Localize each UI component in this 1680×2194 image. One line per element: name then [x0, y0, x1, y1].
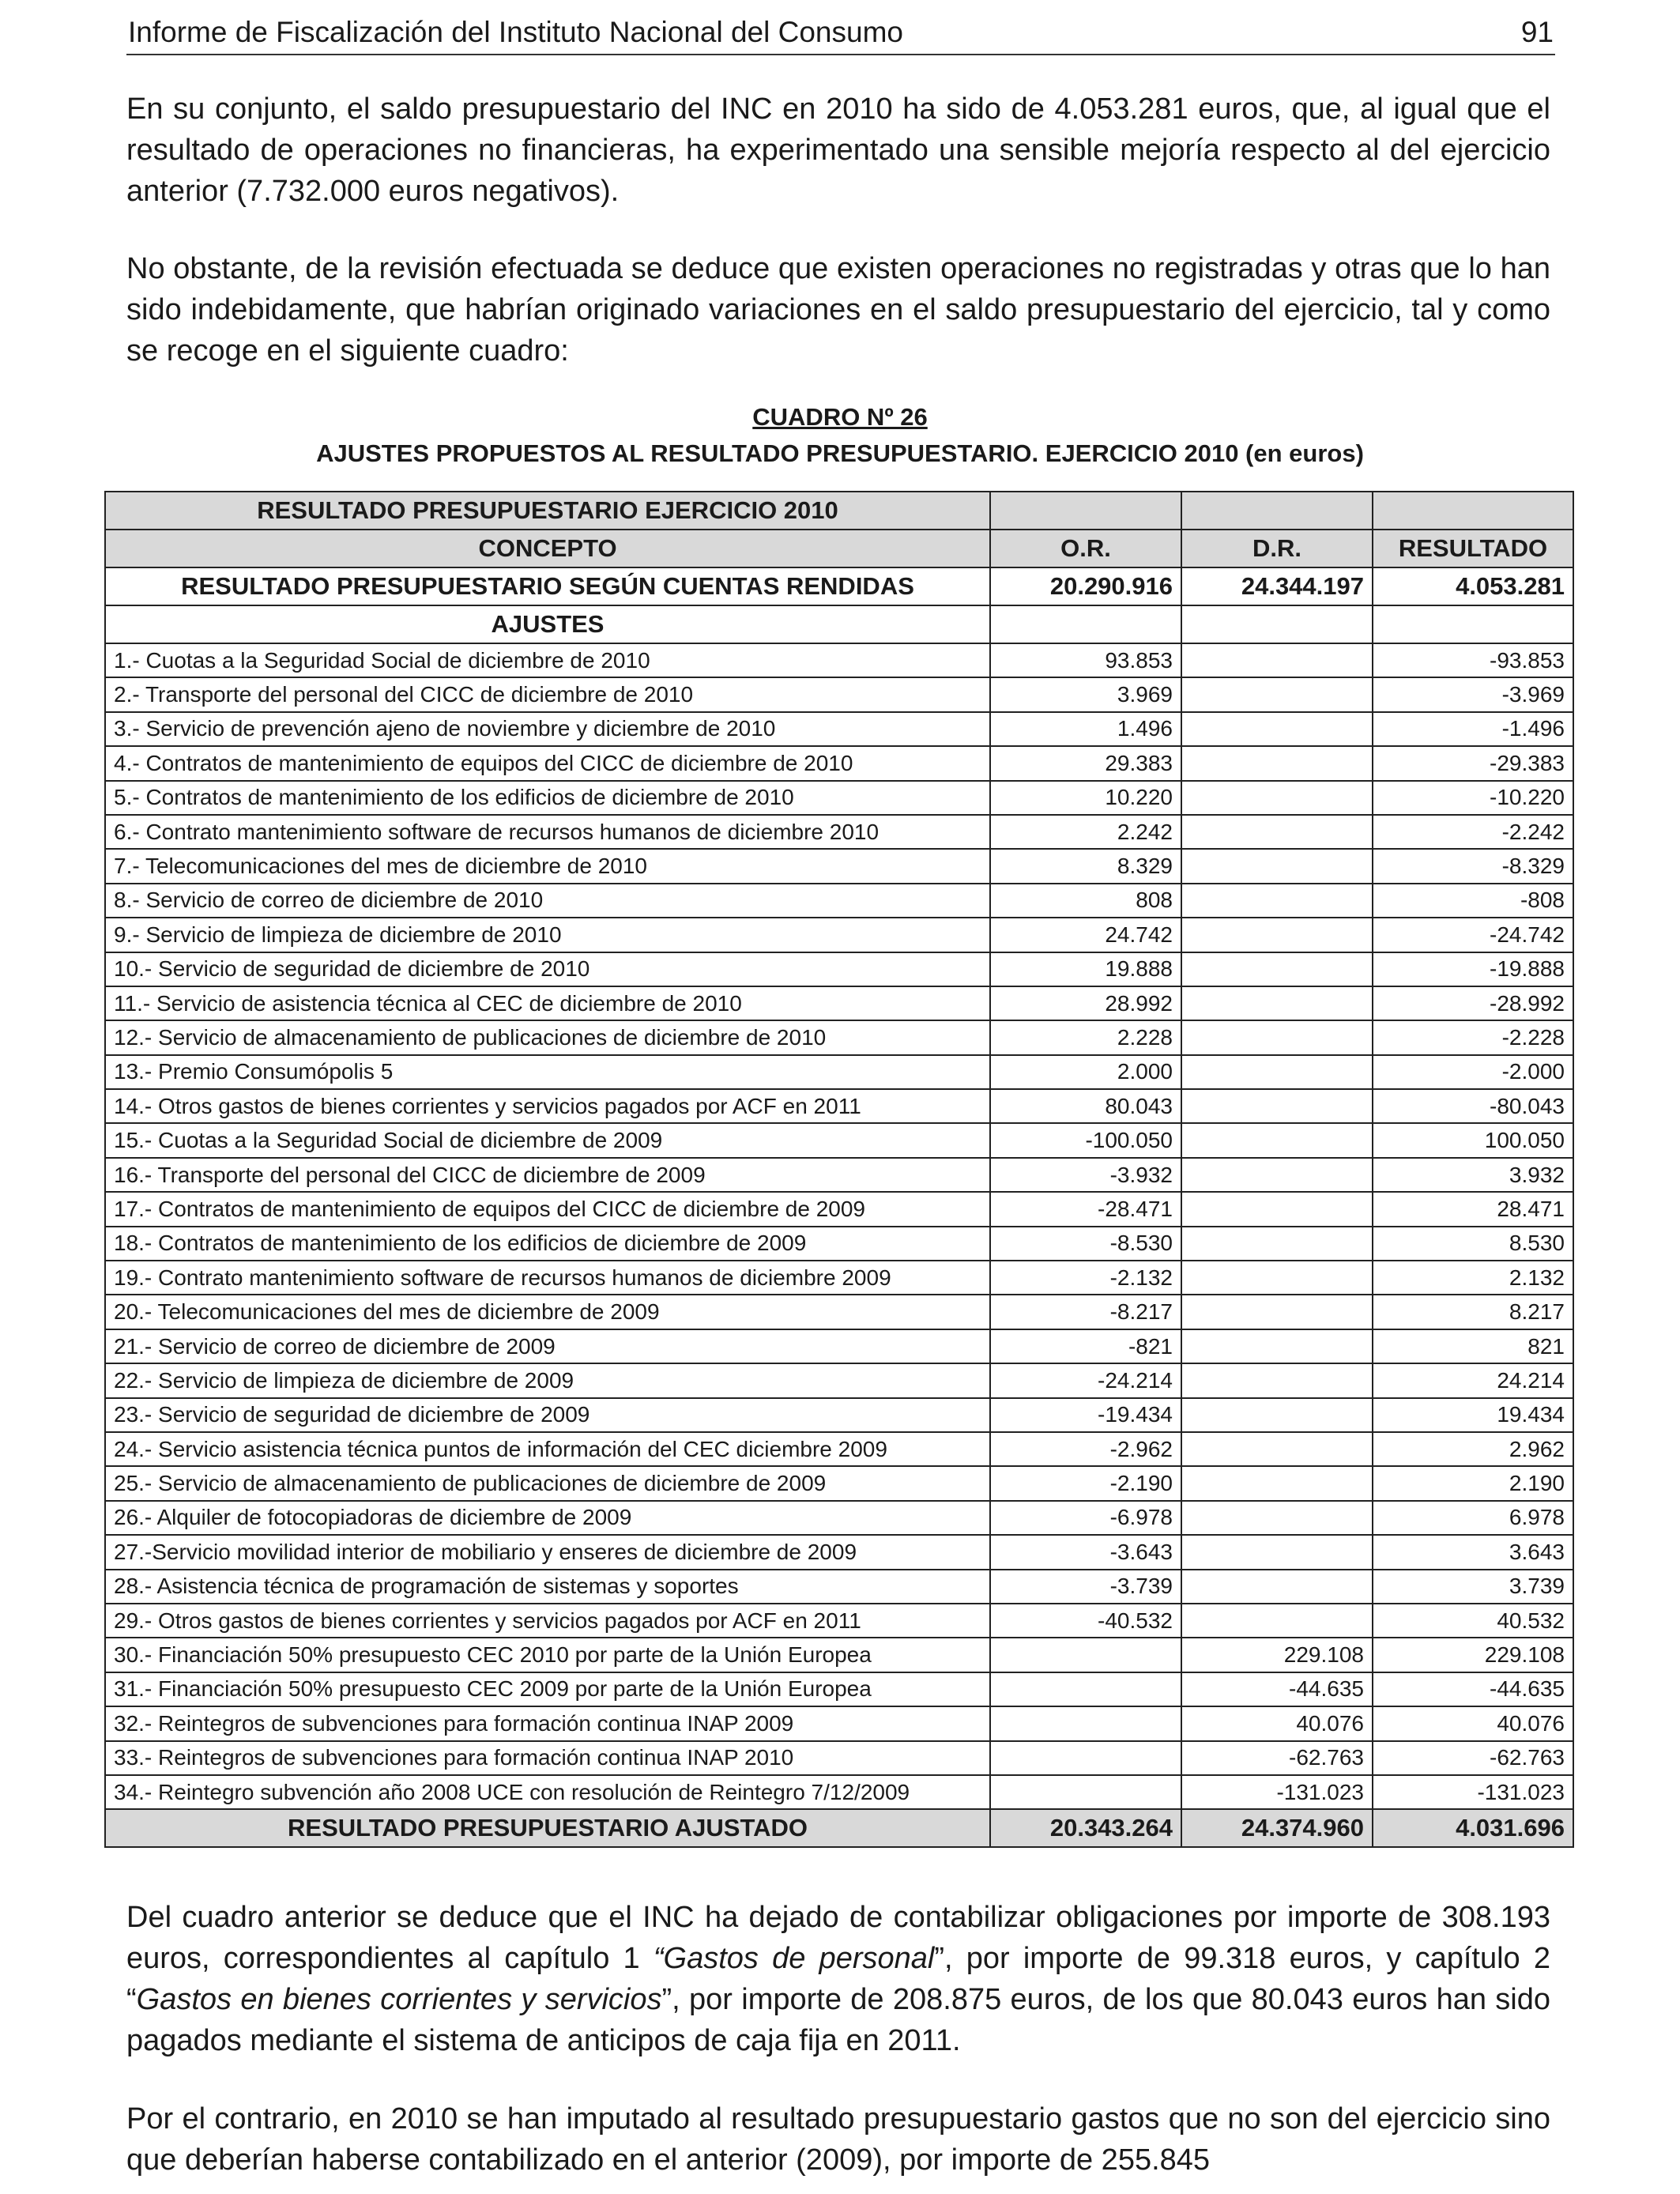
table-title: AJUSTES PROPUESTOS AL RESULTADO PRESUPUESTARIO. EJERCICIO 2010 (en euros) — [316, 439, 1364, 467]
table-row — [105, 1123, 1573, 1157]
concept-cell: 1.- Cuotas a la Seguridad Social de diciembre de 2010 — [105, 643, 990, 677]
table-row — [105, 986, 1573, 1020]
concept-cell: 16.- Transporte del personal del CICC de diciembre de 2009 — [105, 1158, 990, 1192]
rendered-label: RESULTADO PRESUPUESTARIO SEGÚN CUENTAS RENDIDAS — [105, 567, 990, 605]
or-cell — [990, 1706, 1181, 1740]
or-cell — [990, 1775, 1181, 1809]
dr-cell: -62.763 — [1181, 1741, 1373, 1775]
dr-cell — [1181, 1261, 1373, 1295]
rendered-dr: 24.344.197 — [1181, 567, 1373, 605]
result-cell: -131.023 — [1373, 1775, 1573, 1809]
or-cell: 24.742 — [990, 918, 1181, 952]
result-cell: -24.742 — [1373, 918, 1573, 952]
concept-cell: 8.- Servicio de correo de diciembre de 2010 — [105, 884, 990, 918]
concept-cell: 14.- Otros gastos de bienes corrientes y servicios pagados por ACF en 2011 — [105, 1089, 990, 1123]
dr-cell: -131.023 — [1181, 1775, 1373, 1809]
result-cell: 2.962 — [1373, 1432, 1573, 1466]
or-cell: 80.043 — [990, 1089, 1181, 1123]
table-row — [105, 918, 1573, 952]
result-cell: -62.763 — [1373, 1741, 1573, 1775]
dr-cell — [1181, 849, 1373, 883]
result-cell: -3.969 — [1373, 677, 1573, 711]
table-row — [105, 1227, 1573, 1261]
concept-cell: 2.- Transporte del personal del CICC de diciembre de 2010 — [105, 677, 990, 711]
concept-cell: 32.- Reintegros de subvenciones para formación continua INAP 2009 — [105, 1706, 990, 1740]
table-row — [105, 1020, 1573, 1054]
or-cell: -40.532 — [990, 1604, 1181, 1638]
table-row — [105, 1672, 1573, 1706]
result-cell: 229.108 — [1373, 1638, 1573, 1672]
rendered-result-row — [105, 567, 1573, 605]
dr-cell: 229.108 — [1181, 1638, 1373, 1672]
concept-cell: 7.- Telecomunicaciones del mes de diciembre de 2010 — [105, 849, 990, 883]
or-cell: -100.050 — [990, 1123, 1181, 1157]
table-row — [105, 712, 1573, 746]
concept-cell: 15.- Cuotas a la Seguridad Social de diciembre de 2009 — [105, 1123, 990, 1157]
table-row — [105, 781, 1573, 815]
table-row — [105, 1055, 1573, 1089]
concept-cell: 23.- Servicio de seguridad de diciembre de 2009 — [105, 1398, 990, 1432]
or-cell — [990, 1672, 1181, 1706]
dr-cell — [1181, 712, 1373, 746]
concept-cell: 29.- Otros gastos de bienes corrientes y servicios pagados por ACF en 2011 — [105, 1604, 990, 1638]
concept-cell: 25.- Servicio de almacenamiento de publicaciones de diciembre de 2009 — [105, 1466, 990, 1500]
column-header-or: O.R. — [990, 530, 1181, 567]
total-dr: 24.374.960 — [1181, 1809, 1373, 1847]
paragraph-3: Del cuadro anterior se deduce que el INC ha dejado de contabilizar obligaciones por importe de 308.193 euros, correspondientes al capítulo 1 “Gastos de personal”, por importe de 99.318 euros, y capítulo 2 “Gastos en bienes corrientes y servicios”, por importe de 208.875 euros, de los que 80.043 euros han sido pagados mediante el sistema de anticipos de caja fija en 2011. — [126, 1901, 1551, 2057]
result-cell: 100.050 — [1373, 1123, 1573, 1157]
or-cell: -2.962 — [990, 1432, 1181, 1466]
concept-cell: 4.- Contratos de mantenimiento de equipos del CICC de diciembre de 2010 — [105, 746, 990, 780]
table-row — [105, 1192, 1573, 1226]
result-cell: 19.434 — [1373, 1398, 1573, 1432]
concept-cell: 9.- Servicio de limpieza de diciembre de 2010 — [105, 918, 990, 952]
result-cell: -29.383 — [1373, 746, 1573, 780]
result-cell: -93.853 — [1373, 643, 1573, 677]
result-cell: 24.214 — [1373, 1363, 1573, 1397]
table-row — [105, 815, 1573, 849]
table-row — [105, 849, 1573, 883]
table-row — [105, 884, 1573, 918]
or-cell: 2.242 — [990, 815, 1181, 849]
dr-cell — [1181, 1295, 1373, 1329]
result-cell: 40.076 — [1373, 1706, 1573, 1740]
table-row — [105, 643, 1573, 677]
rendered-or: 20.290.916 — [990, 567, 1181, 605]
concept-cell: 31.- Financiación 50% presupuesto CEC 2009 por parte de la Unión Europea — [105, 1672, 990, 1706]
concept-cell: 11.- Servicio de asistencia técnica al CEC de diciembre de 2010 — [105, 986, 990, 1020]
table-row — [105, 1158, 1573, 1192]
adjustments-heading-row — [105, 605, 1573, 643]
concept-cell: 20.- Telecomunicaciones del mes de diciembre de 2009 — [105, 1295, 990, 1329]
or-cell: -3.643 — [990, 1535, 1181, 1569]
concept-cell: 3.- Servicio de prevención ajeno de noviembre y diciembre de 2010 — [105, 712, 990, 746]
or-cell: 3.969 — [990, 677, 1181, 711]
dr-cell — [1181, 1158, 1373, 1192]
result-cell: -808 — [1373, 884, 1573, 918]
concept-cell: 26.- Alquiler de fotocopiadoras de diciembre de 2009 — [105, 1501, 990, 1535]
table-row — [105, 1363, 1573, 1397]
or-cell: 93.853 — [990, 643, 1181, 677]
dr-cell — [1181, 1123, 1373, 1157]
result-cell: 8.217 — [1373, 1295, 1573, 1329]
or-cell: -2.132 — [990, 1261, 1181, 1295]
table-row — [105, 1570, 1573, 1604]
dr-cell — [1181, 1398, 1373, 1432]
dr-cell — [1181, 952, 1373, 986]
column-header-resultado: RESULTADO — [1373, 530, 1573, 567]
table-row — [105, 1432, 1573, 1466]
result-cell: 821 — [1373, 1329, 1573, 1363]
table-row — [105, 1261, 1573, 1295]
result-cell: -44.635 — [1373, 1672, 1573, 1706]
column-header-concepto: CONCEPTO — [105, 530, 990, 567]
table-row — [105, 1604, 1573, 1638]
or-cell — [990, 1638, 1181, 1672]
dr-cell — [1181, 1570, 1373, 1604]
dr-cell — [1181, 1192, 1373, 1226]
table-row — [105, 1638, 1573, 1672]
result-cell: 3.932 — [1373, 1158, 1573, 1192]
table-row — [105, 952, 1573, 986]
total-label: RESULTADO PRESUPUESTARIO AJUSTADO — [105, 1809, 990, 1847]
or-cell: -2.190 — [990, 1466, 1181, 1500]
dr-cell — [1181, 1535, 1373, 1569]
table-row — [105, 746, 1573, 780]
table-row — [105, 1741, 1573, 1775]
or-cell: -28.471 — [990, 1192, 1181, 1226]
result-cell: 28.471 — [1373, 1192, 1573, 1226]
result-cell: -2.242 — [1373, 815, 1573, 849]
or-cell: -19.434 — [990, 1398, 1181, 1432]
page-number: 91 — [1520, 16, 1554, 48]
table-row — [105, 1501, 1573, 1535]
concept-cell: 10.- Servicio de seguridad de diciembre de 2010 — [105, 952, 990, 986]
table-row — [105, 1535, 1573, 1569]
concept-cell: 18.- Contratos de mantenimiento de los edificios de diciembre de 2009 — [105, 1227, 990, 1261]
adjustments-table — [104, 491, 1574, 1848]
table-row — [105, 1398, 1573, 1432]
or-cell: 28.992 — [990, 986, 1181, 1020]
table-row — [105, 1329, 1573, 1363]
dr-cell — [1181, 1466, 1373, 1500]
total-or: 20.343.264 — [990, 1809, 1181, 1847]
or-cell: 29.383 — [990, 746, 1181, 780]
result-cell: 3.739 — [1373, 1570, 1573, 1604]
dr-cell — [1181, 1329, 1373, 1363]
result-cell: 2.190 — [1373, 1466, 1573, 1500]
concept-cell: 30.- Financiación 50% presupuesto CEC 2010 por parte de la Unión Europea — [105, 1638, 990, 1672]
concept-cell: 33.- Reintegros de subvenciones para formación continua INAP 2010 — [105, 1741, 990, 1775]
result-cell: 2.132 — [1373, 1261, 1573, 1295]
dr-cell — [1181, 1227, 1373, 1261]
concept-cell: 24.- Servicio asistencia técnica puntos de información del CEC diciembre 2009 — [105, 1432, 990, 1466]
dr-cell — [1181, 643, 1373, 677]
or-cell: 8.329 — [990, 849, 1181, 883]
or-cell: -821 — [990, 1329, 1181, 1363]
table-row — [105, 1775, 1573, 1809]
paragraph-4: Por el contrario, en 2010 se han imputado al resultado presupuestario gastos que no son del ejercicio sino que deberían haberse contabilizado en el anterior (2009), por importe de 255.845 — [126, 2102, 1550, 2177]
dr-cell — [1181, 918, 1373, 952]
table-row — [105, 1466, 1573, 1500]
total-result: 4.031.696 — [1373, 1809, 1573, 1847]
table-title-cell: RESULTADO PRESUPUESTARIO EJERCICIO 2010 — [105, 492, 990, 530]
dr-cell — [1181, 884, 1373, 918]
dr-cell — [1181, 1604, 1373, 1638]
dr-cell — [1181, 1432, 1373, 1466]
dr-cell — [1181, 1501, 1373, 1535]
or-cell: 2.228 — [990, 1020, 1181, 1054]
or-cell: -6.978 — [990, 1501, 1181, 1535]
paragraph-2: No obstante, de la revisión efectuada se deduce que existen operaciones no registradas y otras que lo han sido indebidamente, que habrían originado variaciones en el saldo presupuestario del ejercicio, tal y como se recoge en el siguiente cuadro: — [126, 252, 1550, 368]
table-row — [105, 1089, 1573, 1123]
result-cell: 3.643 — [1373, 1535, 1573, 1569]
dr-cell — [1181, 1055, 1373, 1089]
concept-cell: 28.- Asistencia técnica de programación de sistemas y soportes — [105, 1570, 990, 1604]
or-cell: -3.932 — [990, 1158, 1181, 1192]
dr-cell: 40.076 — [1181, 1706, 1373, 1740]
concept-cell: 12.- Servicio de almacenamiento de publicaciones de diciembre de 2010 — [105, 1020, 990, 1054]
result-cell: -2.000 — [1373, 1055, 1573, 1089]
or-cell: -3.739 — [990, 1570, 1181, 1604]
concept-cell: 34.- Reintegro subvención año 2008 UCE con resolución de Reintegro 7/12/2009 — [105, 1775, 990, 1809]
concept-cell: 17.- Contratos de mantenimiento de equipos del CICC de diciembre de 2009 — [105, 1192, 990, 1226]
or-cell: 1.496 — [990, 712, 1181, 746]
result-cell: 40.532 — [1373, 1604, 1573, 1638]
result-cell: 8.530 — [1373, 1227, 1573, 1261]
concept-cell: 6.- Contrato mantenimiento software de recursos humanos de diciembre 2010 — [105, 815, 990, 849]
table-header-row — [105, 530, 1573, 567]
or-cell: 19.888 — [990, 952, 1181, 986]
dr-cell — [1181, 781, 1373, 815]
dr-cell: -44.635 — [1181, 1672, 1373, 1706]
result-cell: -28.992 — [1373, 986, 1573, 1020]
concept-cell: 27.-Servicio movilidad interior de mobiliario y enseres de diciembre de 2009 — [105, 1535, 990, 1569]
concept-cell: 13.- Premio Consumópolis 5 — [105, 1055, 990, 1089]
concept-cell: 19.- Contrato mantenimiento software de recursos humanos de diciembre 2009 — [105, 1261, 990, 1295]
adjustments-heading: AJUSTES — [105, 605, 990, 643]
dr-cell — [1181, 677, 1373, 711]
table-row — [105, 677, 1573, 711]
table-row — [105, 1295, 1573, 1329]
or-cell: -8.530 — [990, 1227, 1181, 1261]
result-cell: 6.978 — [1373, 1501, 1573, 1535]
dr-cell — [1181, 1020, 1373, 1054]
result-cell: -80.043 — [1373, 1089, 1573, 1123]
concept-cell: 5.- Contratos de mantenimiento de los edificios de diciembre de 2010 — [105, 781, 990, 815]
result-cell: -1.496 — [1373, 712, 1573, 746]
dr-cell — [1181, 1089, 1373, 1123]
result-cell: -8.329 — [1373, 849, 1573, 883]
concept-cell: 22.- Servicio de limpieza de diciembre de 2009 — [105, 1363, 990, 1397]
table-title-row — [105, 492, 1573, 530]
or-cell: 808 — [990, 884, 1181, 918]
dr-cell — [1181, 815, 1373, 849]
dr-cell — [1181, 986, 1373, 1020]
rendered-result: 4.053.281 — [1373, 567, 1573, 605]
or-cell — [990, 1741, 1181, 1775]
result-cell: -19.888 — [1373, 952, 1573, 986]
concept-cell: 21.- Servicio de correo de diciembre de 2009 — [105, 1329, 990, 1363]
table-row — [105, 1706, 1573, 1740]
or-cell: 2.000 — [990, 1055, 1181, 1089]
result-cell: -2.228 — [1373, 1020, 1573, 1054]
report-title: Informe de Fiscalización del Instituto Nacional del Consumo — [128, 16, 903, 48]
dr-cell — [1181, 1363, 1373, 1397]
table-number: CUADRO Nº 26 — [752, 403, 928, 431]
result-cell: -10.220 — [1373, 781, 1573, 815]
column-header-dr: D.R. — [1181, 530, 1373, 567]
or-cell: -24.214 — [990, 1363, 1181, 1397]
or-cell: -8.217 — [990, 1295, 1181, 1329]
paragraph-1: En su conjunto, el saldo presupuestario del INC en 2010 ha sido de 4.053.281 euros, que, al igual que el resultado de operaciones no financieras, ha experimentado una sensible mejoría respecto al del ejercicio anterior (7.732.000 euros negativos). — [126, 92, 1550, 208]
dr-cell — [1181, 746, 1373, 780]
or-cell: 10.220 — [990, 781, 1181, 815]
page-header — [126, 9, 1555, 55]
adjusted-total-row — [105, 1809, 1573, 1847]
